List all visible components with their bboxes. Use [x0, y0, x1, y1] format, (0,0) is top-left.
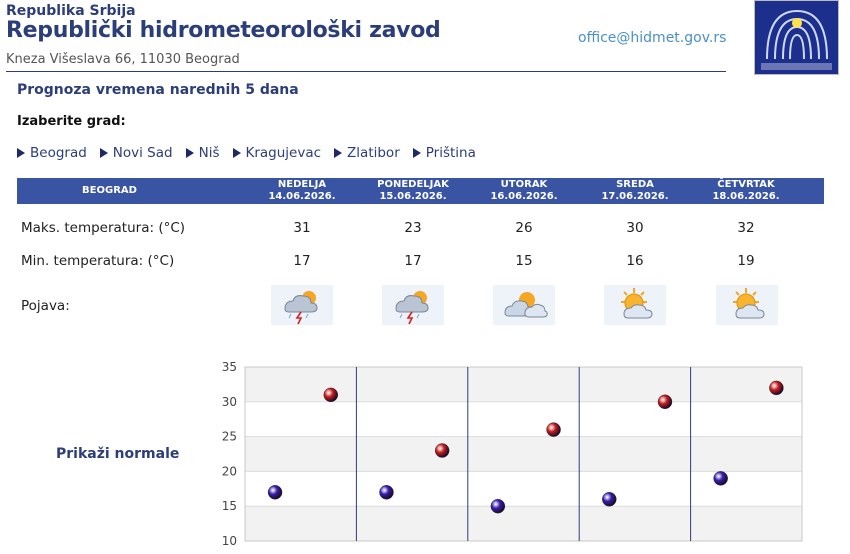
selected-city-header: BEOGRAD — [82, 185, 137, 196]
y-tick-label: 35 — [221, 360, 237, 374]
min-temp-value: 17 — [293, 253, 311, 269]
y-tick-label: 20 — [221, 464, 237, 479]
min-temp-value: 19 — [737, 253, 755, 269]
rhmz-logo-icon[interactable] — [754, 0, 839, 75]
triangle-right-icon — [17, 148, 25, 158]
max-temp-value: 23 — [404, 220, 422, 236]
day-name: PONEDELJAK — [377, 179, 449, 190]
day-date: 16.06.2026. — [490, 191, 558, 202]
triangle-right-icon — [186, 148, 194, 158]
max-temp-point — [769, 381, 783, 395]
min-temp-value: 16 — [626, 253, 644, 269]
min-temp-value: 17 — [404, 253, 422, 269]
city-link-nis[interactable] — [186, 145, 220, 161]
city-link-label: Niš — [198, 145, 220, 161]
city-list — [17, 145, 489, 161]
y-tick-label: 15 — [221, 499, 237, 514]
sun-cloud-icon — [716, 285, 778, 325]
header-address: Kneza Višeslava 66, 11030 Beograd — [6, 52, 240, 67]
day-header — [357, 179, 469, 203]
triangle-right-icon — [233, 148, 241, 158]
triangle-right-icon — [100, 148, 108, 158]
day-header — [468, 179, 580, 203]
min-temp-point — [268, 485, 282, 499]
city-link-zlatibor[interactable] — [334, 145, 400, 161]
min-temp-point — [491, 499, 505, 513]
header-divider — [6, 71, 726, 72]
day-header — [246, 179, 358, 203]
max-temp-point — [658, 395, 672, 409]
max-temp-label: Maks. temperatura: (°C) — [21, 220, 186, 236]
header-country: Republika Srbija — [6, 3, 136, 19]
city-link-label: Zlatibor — [347, 145, 400, 161]
max-temp-point — [547, 423, 561, 437]
min-temp-value: 15 — [515, 253, 533, 269]
day-name: NEDELJA — [277, 179, 327, 190]
city-link-novi-sad[interactable] — [100, 145, 173, 161]
day-header — [579, 179, 691, 203]
cloud-sun-icon — [493, 285, 555, 325]
day-date: 14.06.2026. — [268, 191, 336, 202]
max-temp-point — [324, 388, 338, 402]
triangle-right-icon — [413, 148, 421, 158]
max-temp-point — [435, 444, 449, 458]
city-link-label: Novi Sad — [112, 145, 173, 161]
show-normals-button[interactable]: Prikaži normale — [56, 446, 180, 462]
chart-band — [245, 437, 802, 472]
day-date: 15.06.2026. — [379, 191, 447, 202]
forecast-table-header — [17, 178, 824, 204]
y-tick-label: 10 — [221, 534, 237, 548]
city-link-label: Beograd — [30, 145, 87, 161]
min-temp-label: Min. temperatura: (°C) — [21, 253, 175, 269]
temperature-chart — [210, 355, 810, 550]
min-temp-point — [714, 471, 728, 485]
phenomenon-label: Pojava: — [21, 298, 70, 314]
day-date: 18.06.2026. — [712, 191, 780, 202]
chart-band — [245, 506, 802, 541]
max-temp-value: 32 — [737, 220, 755, 236]
storm-sun-icon — [382, 285, 444, 325]
min-temp-point — [379, 485, 393, 499]
day-date: 17.06.2026. — [601, 191, 669, 202]
city-link-kragujevac[interactable] — [233, 145, 322, 161]
max-temp-value: 30 — [626, 220, 644, 236]
city-link-pristina[interactable] — [413, 145, 476, 161]
min-temp-point — [602, 492, 616, 506]
forecast-title: Prognoza vremena narednih 5 dana — [17, 82, 299, 98]
day-name: SREDA — [616, 179, 654, 190]
y-tick-label: 25 — [221, 429, 237, 444]
triangle-right-icon — [334, 148, 342, 158]
site-title: Republički hidrometeorološki zavod — [6, 18, 441, 43]
city-link-label: Kragujevac — [245, 145, 322, 161]
day-name: UTORAK — [500, 179, 548, 190]
storm-sun-icon — [271, 285, 333, 325]
y-tick-label: 30 — [221, 394, 237, 409]
city-link-beograd[interactable] — [17, 145, 87, 161]
day-header — [690, 179, 802, 203]
max-temp-value: 26 — [515, 220, 533, 236]
city-link-label: Priština — [425, 145, 476, 161]
max-temp-value: 31 — [293, 220, 311, 236]
sun-cloud-icon — [604, 285, 666, 325]
city-prompt: Izaberite grad: — [17, 114, 126, 129]
day-name: ČETVRTAK — [717, 179, 775, 190]
email-link[interactable]: office@hidmet.gov.rs — [578, 30, 727, 46]
